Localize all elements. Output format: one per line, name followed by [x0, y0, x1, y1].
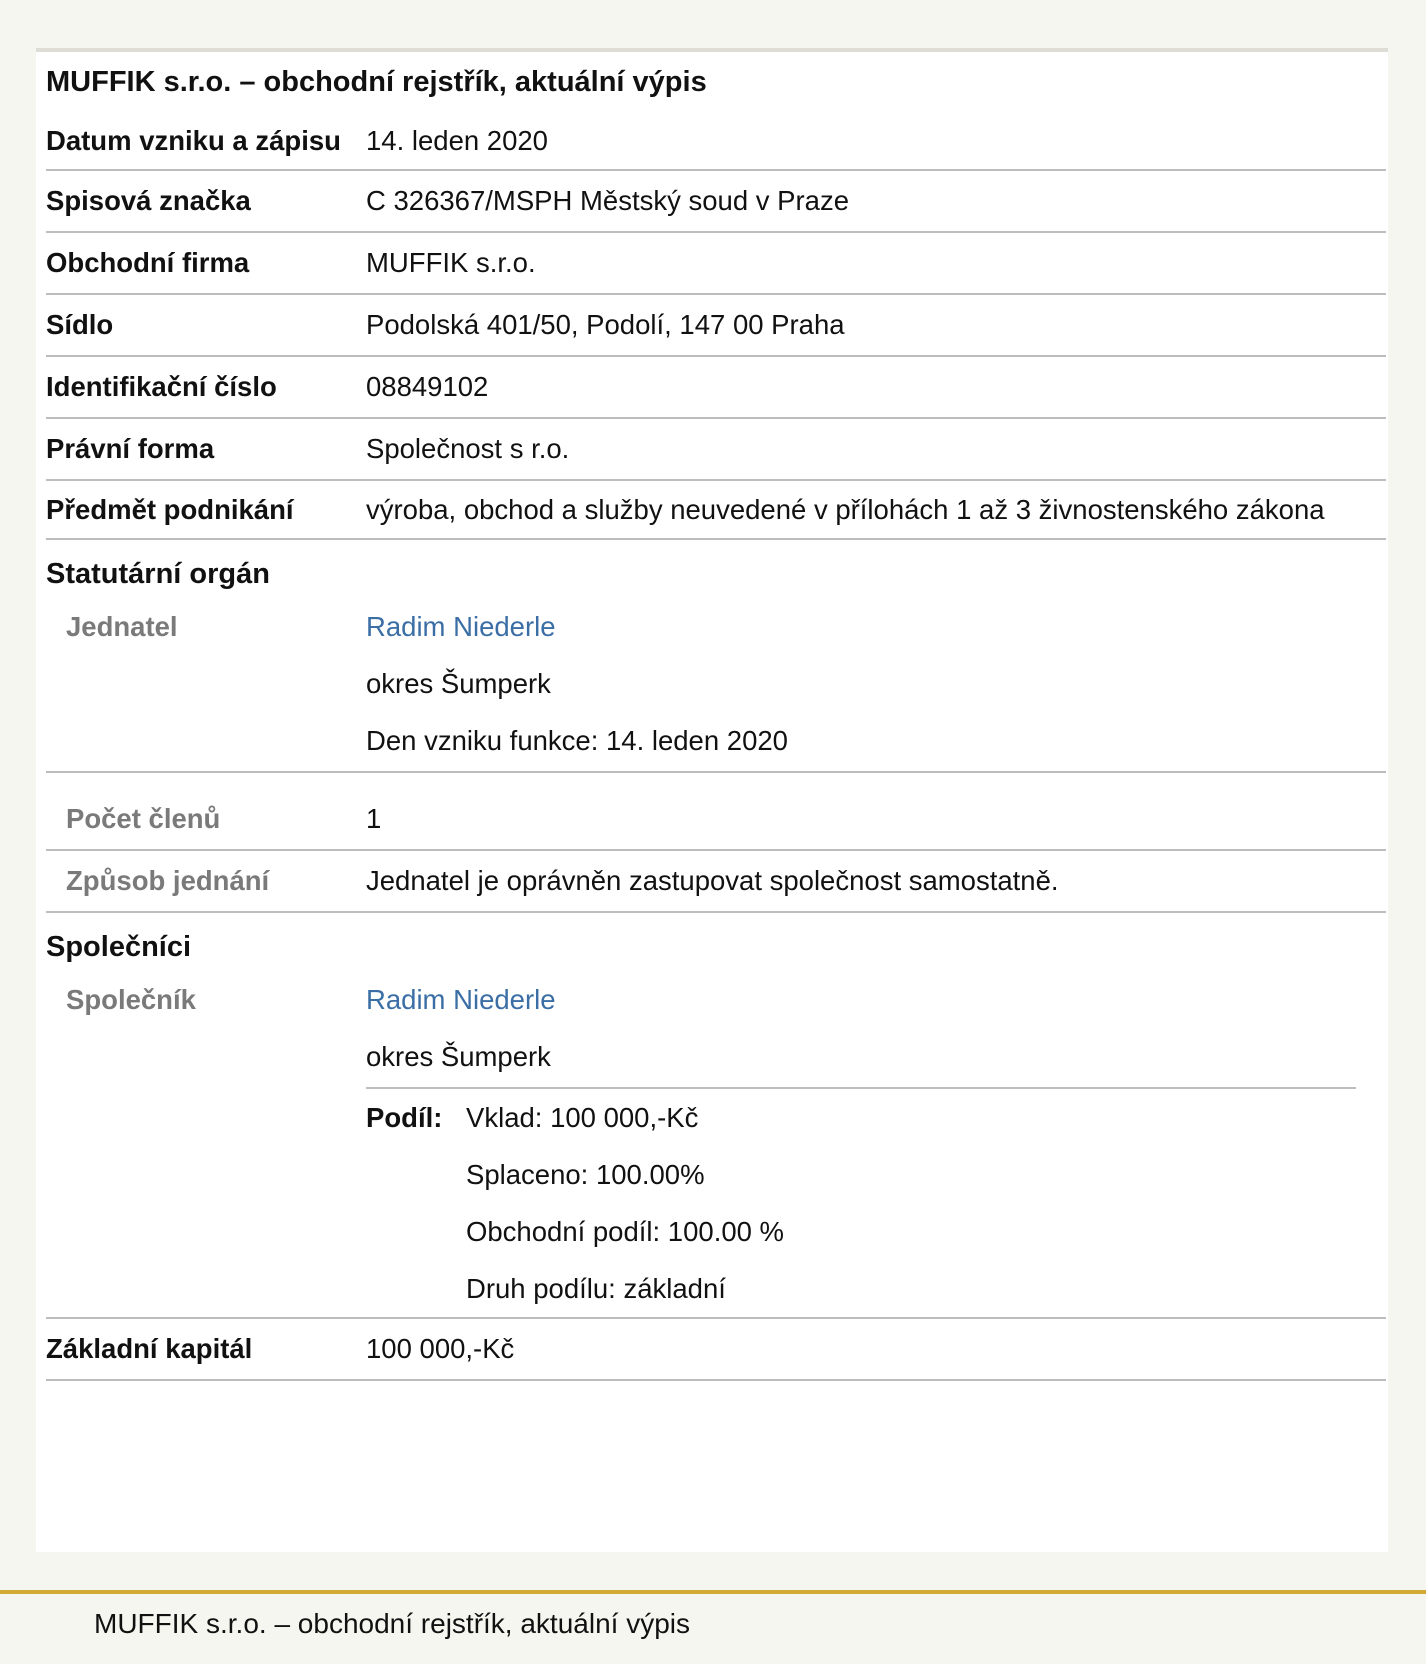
- share-details: [466, 1089, 784, 1317]
- row-label: Spisová značka: [46, 185, 251, 216]
- section-title-spolecnici: Společníci: [46, 931, 192, 963]
- row-label: Obchodní firma: [46, 247, 250, 278]
- row-label: Způsob jednání: [66, 865, 270, 896]
- row-label: Jednatel: [66, 611, 178, 642]
- row-value: 100 000,-Kč: [366, 1333, 515, 1364]
- row-label: Právní forma: [46, 433, 215, 464]
- person-link-spolecnik[interactable]: Radim Niederle: [366, 984, 556, 1015]
- row-value: výroba, obchod a služby neuvedené v přílohách 1 až 3 živnostenského zákona: [366, 494, 1325, 525]
- row-value: MUFFIK s.r.o.: [366, 247, 536, 278]
- row-value: [366, 598, 1386, 771]
- share-splaceno: Splaceno: 100.00%: [466, 1159, 705, 1190]
- row-label: Sídlo: [46, 309, 114, 340]
- register-table: [46, 112, 1386, 1381]
- row-pocet-clenu: [46, 773, 1386, 851]
- function-start-date: Den vzniku funkce: 14. leden 2020: [366, 725, 788, 756]
- share-obchodni-podil: Obchodní podíl: 100.00 %: [466, 1216, 785, 1247]
- row-sidlo: [46, 295, 1386, 357]
- row-label: Datum vzniku a zápisu: [46, 125, 341, 156]
- row-identifikacni-cislo: [46, 357, 1386, 419]
- row-value: Podolská 401/50, Podolí, 147 00 Praha: [366, 309, 845, 340]
- row-label: Počet členů: [66, 803, 221, 834]
- row-spisova-znacka: [46, 171, 1386, 233]
- row-jednatel: [46, 598, 1386, 773]
- row-value: Společnost s r.o.: [366, 433, 570, 464]
- share-druh: Druh podílu: základní: [466, 1273, 726, 1304]
- row-value: [366, 971, 1386, 1317]
- row-zakladni-kapital: [46, 1319, 1386, 1381]
- page-title: MUFFIK s.r.o. – obchodní rejstřík, aktuální výpis: [46, 66, 707, 98]
- row-value: 14. leden 2020: [366, 125, 548, 156]
- row-label: Společník: [66, 984, 196, 1015]
- row-value: 1: [366, 803, 382, 834]
- share-label: Podíl:: [366, 1102, 443, 1133]
- row-spolecnik: [46, 971, 1386, 1319]
- section-title-statutarni: Statutární orgán: [46, 558, 270, 590]
- person-link-jednatel[interactable]: Radim Niederle: [366, 611, 556, 642]
- row-label: Základní kapitál: [46, 1333, 253, 1364]
- share-vklad: Vklad: 100 000,-Kč: [466, 1102, 699, 1133]
- row-value: Jednatel je oprávněn zastupovat společnost samostatně.: [366, 865, 1059, 896]
- row-value: 08849102: [366, 371, 489, 402]
- row-label: Identifikační číslo: [46, 371, 277, 402]
- share-block: [366, 1087, 1356, 1317]
- row-predmet-podnikani: [46, 481, 1386, 540]
- footer-title: MUFFIK s.r.o. – obchodní rejstřík, aktuální výpis: [0, 1590, 1426, 1654]
- row-obchodni-firma: [46, 233, 1386, 295]
- row-pravni-forma: [46, 419, 1386, 481]
- row-label: Předmět podnikání: [46, 494, 294, 525]
- person-okres: okres Šumperk: [366, 668, 551, 699]
- row-zpusob-jednani: [46, 851, 1386, 913]
- row-datum-vzniku: [46, 112, 1386, 171]
- row-value: C 326367/MSPH Městský soud v Praze: [366, 185, 849, 216]
- register-card: [36, 48, 1388, 1552]
- person-okres: okres Šumperk: [366, 1041, 551, 1072]
